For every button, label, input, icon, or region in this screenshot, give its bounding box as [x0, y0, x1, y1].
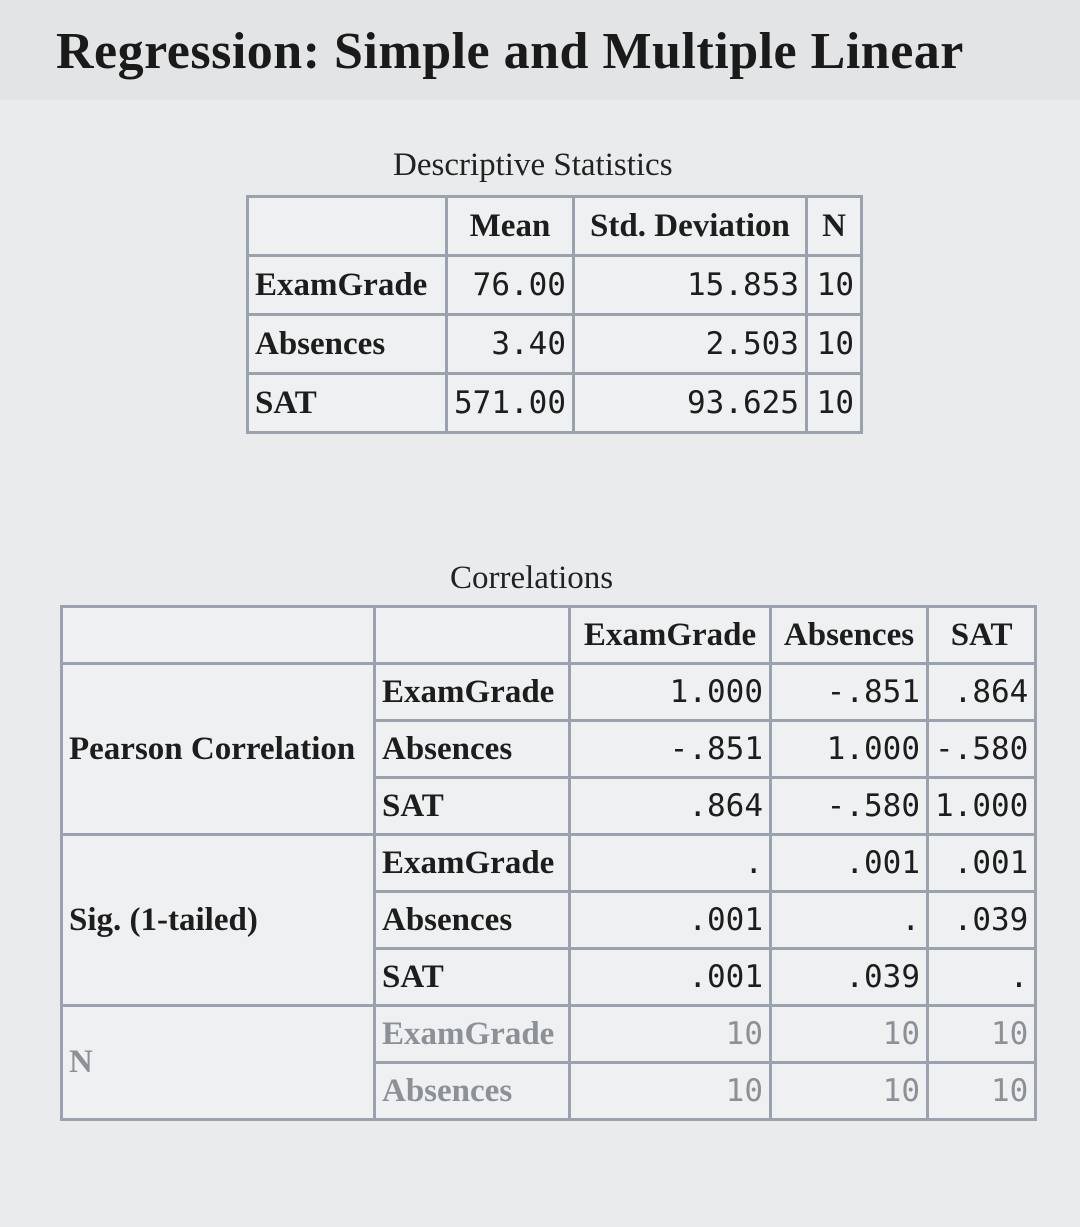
- n-value: 10: [806, 315, 861, 374]
- sd-value: 93.625: [573, 374, 806, 433]
- cell-value: 1.000: [771, 721, 928, 778]
- cell-value: -.580: [928, 721, 1036, 778]
- row-label: Absences: [375, 1063, 570, 1120]
- empty-header-cell: [62, 607, 375, 664]
- cell-value: -.851: [771, 664, 928, 721]
- cell-value: .: [570, 835, 771, 892]
- cell-value: 10: [570, 1006, 771, 1063]
- row-label: ExamGrade: [375, 664, 570, 721]
- group-label: Pearson Correlation: [62, 664, 375, 835]
- row-label: SAT: [375, 949, 570, 1006]
- group-label: Sig. (1-tailed): [62, 835, 375, 1006]
- row-label: Absences: [375, 721, 570, 778]
- cell-value: .: [771, 892, 928, 949]
- cell-value: .864: [570, 778, 771, 835]
- cell-value: 10: [928, 1006, 1036, 1063]
- cell-value: 1.000: [928, 778, 1036, 835]
- header-absences: Absences: [771, 607, 928, 664]
- header-examgrade: ExamGrade: [570, 607, 771, 664]
- table-row: [62, 664, 1036, 721]
- cell-value: .001: [570, 949, 771, 1006]
- table-row: [62, 1006, 1036, 1063]
- cell-value: .001: [771, 835, 928, 892]
- row-label: ExamGrade: [375, 1006, 570, 1063]
- mean-value: 76.00: [447, 256, 574, 315]
- row-label: Absences: [248, 315, 447, 374]
- cell-value: .039: [771, 949, 928, 1006]
- cell-value: -.580: [771, 778, 928, 835]
- descriptive-caption: Descriptive Statistics: [393, 147, 673, 183]
- row-label: ExamGrade: [375, 835, 570, 892]
- table-header-row: [62, 607, 1036, 664]
- mean-value: 571.00: [447, 374, 574, 433]
- cell-value: 1.000: [570, 664, 771, 721]
- cell-value: .039: [928, 892, 1036, 949]
- cell-value: 10: [771, 1006, 928, 1063]
- cell-value: 10: [771, 1063, 928, 1120]
- cell-value: 10: [570, 1063, 771, 1120]
- cell-value: .001: [570, 892, 771, 949]
- sd-value: 15.853: [573, 256, 806, 315]
- row-label: ExamGrade: [248, 256, 447, 315]
- table-row: [248, 256, 862, 315]
- header-n: N: [806, 197, 861, 256]
- descriptive-statistics-table: [246, 195, 863, 434]
- correlations-caption: Correlations: [450, 560, 614, 596]
- table-header-row: [248, 197, 862, 256]
- row-label: Absences: [375, 892, 570, 949]
- table-row: [62, 835, 1036, 892]
- group-label: N: [62, 1006, 375, 1120]
- cell-value: 10: [928, 1063, 1036, 1120]
- cell-value: .: [928, 949, 1036, 1006]
- header-std-deviation: Std. Deviation: [573, 197, 806, 256]
- sd-value: 2.503: [573, 315, 806, 374]
- cell-value: .864: [928, 664, 1036, 721]
- empty-header-cell: [248, 197, 447, 256]
- table-row: [248, 374, 862, 433]
- row-label: SAT: [248, 374, 447, 433]
- cell-value: -.851: [570, 721, 771, 778]
- correlations-table: [60, 605, 1037, 1121]
- cell-value: .001: [928, 835, 1036, 892]
- header-sat: SAT: [928, 607, 1036, 664]
- row-label: SAT: [375, 778, 570, 835]
- empty-header-cell: [375, 607, 570, 664]
- page-title: Regression: Simple and Multiple Linear: [56, 23, 964, 80]
- table-row: [248, 315, 862, 374]
- header-mean: Mean: [447, 197, 574, 256]
- mean-value: 3.40: [447, 315, 574, 374]
- n-value: 10: [806, 256, 861, 315]
- n-value: 10: [806, 374, 861, 433]
